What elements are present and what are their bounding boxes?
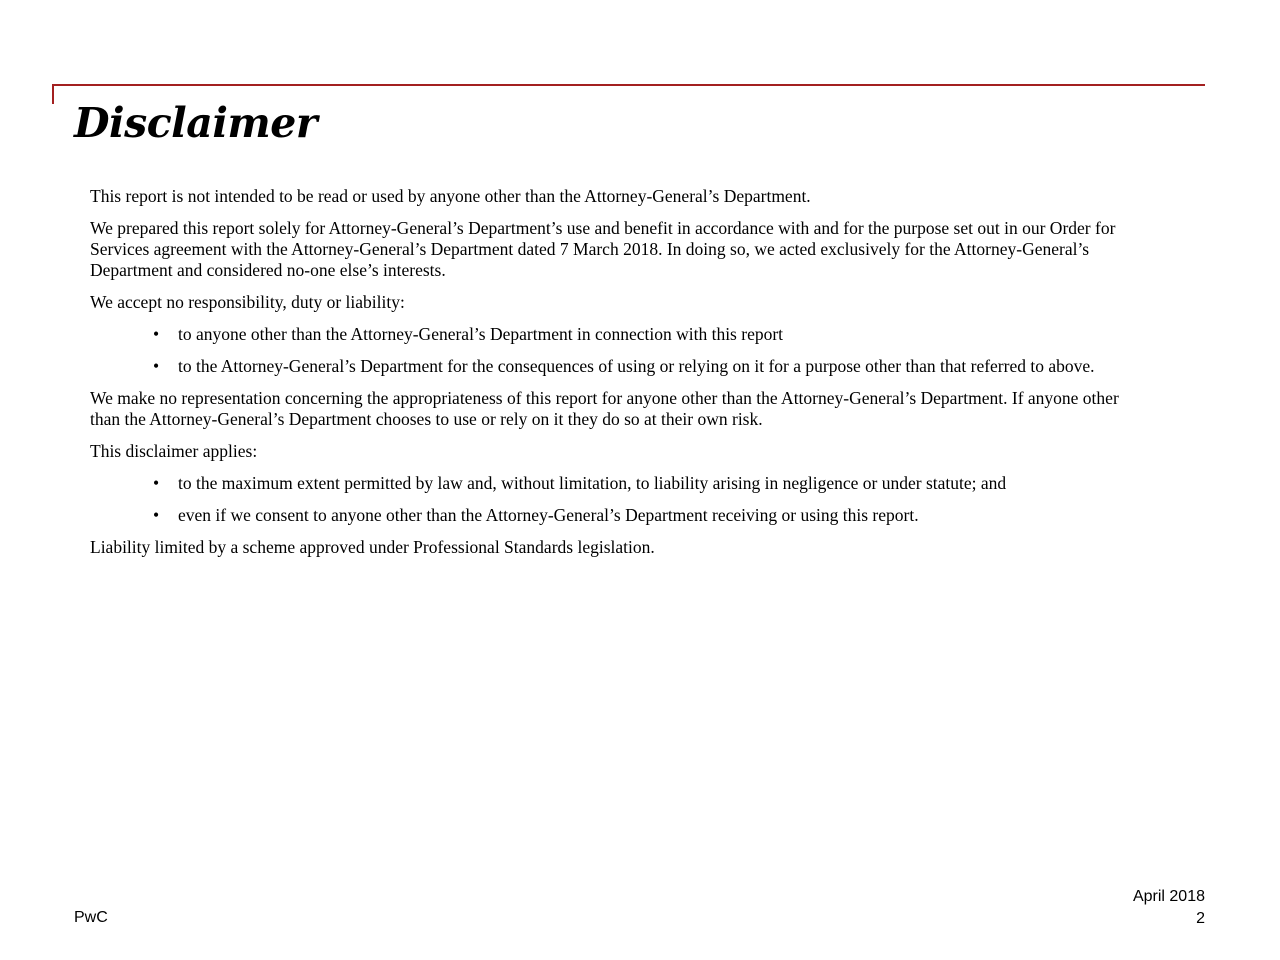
bullet-icon: •	[153, 473, 160, 493]
list-item-text: even if we consent to anyone other than the Attorney-General’s Department receiving or using this report.	[178, 505, 919, 525]
bullet-icon: •	[153, 505, 160, 525]
liability-list	[90, 324, 1140, 377]
intended-use-paragraph: This report is not intended to be read or used by anyone other than the Attorney-General’s Department.	[90, 186, 811, 206]
header-rule	[52, 84, 1205, 86]
disclaimer-applies-paragraph: This disclaimer applies:	[90, 441, 258, 461]
page-number: 2	[1196, 910, 1205, 927]
applies-list	[90, 473, 1140, 526]
list-item-text: to anyone other than the Attorney-General’s Department in connection with this report	[178, 324, 784, 344]
footer-meta	[1133, 886, 1205, 930]
no-responsibility-paragraph: We accept no responsibility, duty or liability:	[90, 292, 405, 312]
footer-brand: PwC	[74, 909, 108, 926]
list-item	[90, 473, 1140, 494]
list-item-text: to the maximum extent permitted by law and, without limitation, to liability arising in negligence or under statute; and	[178, 473, 1007, 493]
list-item	[90, 356, 1140, 377]
list-item-text: to the Attorney-General’s Department for the consequences of using or relying on it for a purpose other than that referred to above.	[178, 356, 1095, 376]
footer-date: April 2018	[1132, 888, 1205, 905]
page-title: Disclaimer	[74, 99, 317, 147]
list-item	[90, 324, 1140, 345]
bullet-icon: •	[153, 356, 160, 376]
no-representation-paragraph: We make no representation concerning the appropriateness of this report for anyone other than the Attorney-General’s Department. If anyone other than the Attorney-General’s Department chooses to use or rely on it they do so at their own risk.	[90, 388, 1119, 429]
disclaimer-body	[90, 186, 1140, 569]
header-rule-corner	[52, 84, 54, 104]
bullet-icon: •	[153, 324, 160, 344]
prepared-for-paragraph: We prepared this report solely for Attorney-General’s Department’s use and benefit in accordance with and for the purpose set out in our Order for Services agreement with the Attorney-General’s Department dated 7 March 2018. In doing so, we acted exclusively for the Attorney-General’s Department and considered no-one else’s interests.	[90, 218, 1116, 280]
list-item	[90, 505, 1140, 526]
liability-limited-paragraph: Liability limited by a scheme approved under Professional Standards legislation.	[90, 537, 655, 557]
